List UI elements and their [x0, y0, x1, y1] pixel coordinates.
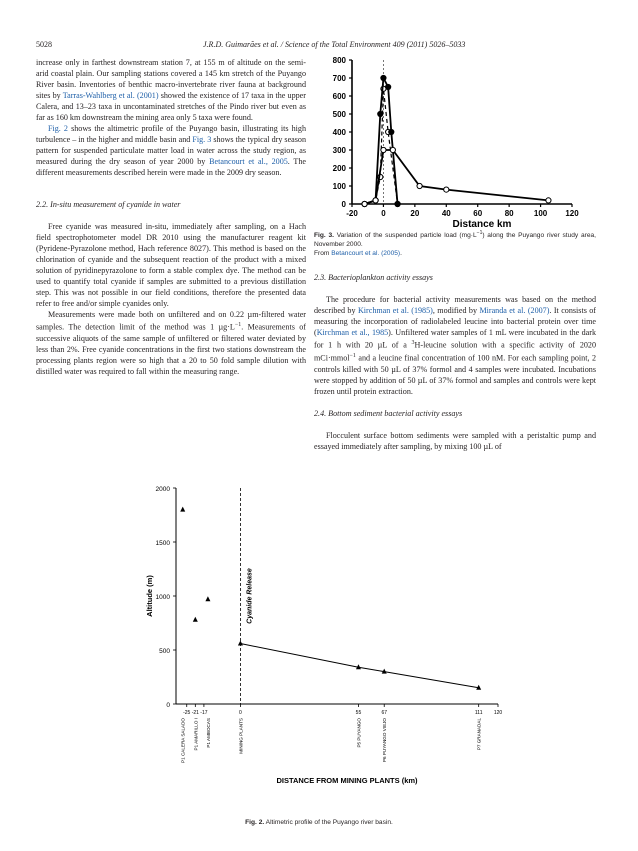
x-tick-label: 20: [410, 209, 420, 218]
station-label: P1 AMBOCAS: [205, 718, 211, 748]
caption-label: Fig. 3.: [314, 232, 334, 240]
text: ). Unfiltered water samples of 1 mL were incubated in the dark for 1 h with 20 µL of a: [314, 328, 596, 350]
text: Altimetric profile of the Puyango river basin.: [264, 819, 393, 826]
y-tick-label: 0: [166, 702, 170, 709]
reference-link[interactable]: Tarras-Wahlberg et al. (2001): [62, 91, 159, 101]
x-tick-label: 120: [493, 710, 503, 716]
text: shows the altimetric profile of the Puyango basin, illustrating its high turbulence – in the higher and middle basin and: [36, 124, 306, 145]
data-point: [389, 129, 394, 134]
x-tick-label: 60: [473, 209, 483, 218]
fig2-caption: [0, 818, 638, 827]
superscript: −1: [349, 352, 356, 359]
data-point: [362, 201, 367, 206]
data-point: [417, 183, 422, 188]
running-head: J.R.D. Guimarães et al. / Science of the Total Environment 409 (2011) 5026–5033: [203, 40, 466, 49]
x-tick-label: -25: [183, 710, 191, 716]
x-tick-label: 111: [474, 710, 483, 716]
text: . It consists of measuring the incorporation of radiolabeled leucine into bacterial protein over time (: [314, 306, 596, 338]
y-axis-title: Altitude (m): [145, 575, 154, 617]
x-axis-title: Distance km: [452, 219, 512, 227]
y-tick-label: 200: [332, 164, 346, 173]
superscript: −1: [476, 230, 483, 236]
section-heading: 2.3. Bacterioplankton activity essays: [314, 273, 433, 282]
x-axis-title: DISTANCE FROM MINING PLANTS (km): [276, 776, 418, 785]
data-point: [238, 641, 243, 646]
data-point: [386, 84, 391, 89]
reference-link[interactable]: Betancourt et al., 2005: [209, 157, 288, 167]
data-point: [205, 596, 210, 601]
paragraph: Free cyanide was measured in-situ, immediately after sampling, on a Hach field spectrophotometer model DR 2010 using the manufacturer reagent kit (Pyridene-Pyrazolone method, Hach reference 8027). This method is based on the chlorination of cyanide and the subsequent reaction of the product with a mixed solution of pyridinepyrazolone to form a stable complex dye. The method can be used to quantify total cyanide if samples are submitted to a previous distillation step. This was not possible in our field conditions, therefore the presented data refer to free and/or simple cyanides only.: [36, 221, 306, 308]
x-tick-label: 80: [504, 209, 514, 218]
y-tick-label: 500: [332, 110, 346, 119]
data-point: [444, 187, 449, 192]
fig2-chart: [138, 478, 538, 818]
x-tick-label: 120: [565, 209, 579, 218]
right-column: [314, 272, 596, 452]
station-label: P1 CALERA SALADO: [180, 718, 186, 763]
paragraph: [36, 309, 306, 377]
reference-link[interactable]: Kirchman et al., 1985: [316, 328, 389, 338]
fig3-chart: [314, 52, 584, 227]
superscript: 3: [411, 340, 415, 347]
text: Measurements were made both on unfiltered and on 0.22 µm-filtered water samples. The detection limit of the method was 1 µg·L: [36, 309, 306, 332]
y-tick-label: 0: [341, 200, 346, 209]
data-point: [373, 198, 378, 203]
paragraph: [314, 294, 596, 397]
reference-link[interactable]: Kirchman et al. (1985): [357, 306, 433, 316]
paragraph: [36, 57, 306, 123]
figure-link[interactable]: Fig. 3: [192, 135, 212, 145]
x-tick-label: 67: [381, 710, 388, 716]
station-label: P1 AMARILLO I: [193, 718, 199, 751]
x-tick-label: 0: [381, 209, 386, 218]
y-tick-label: 500: [159, 648, 170, 655]
x-tick-label: -21: [191, 710, 199, 716]
x-tick-label: 40: [441, 209, 451, 218]
y-tick-label: 700: [332, 74, 346, 83]
y-tick-label: 300: [332, 146, 346, 155]
data-point: [395, 201, 400, 206]
data-point: [546, 198, 551, 203]
station-label: P5 PUYANGO: [356, 718, 362, 748]
text: and a leucine final concentration of 100 nM. For each sampling point, 2 controls killed with 50 µL of 37% formol and 4 samples were incubated. Incubations were stopped by addition of 50 µL of 37% formol and samples and controls were kept frozen until protein extraction.: [314, 353, 596, 396]
text: . Measurements of successive aliquots of the same sample of unfiltered or filtered water deviated by less than 2%. Free cyanide concentrations in the first two stations downstream the processing plants region were so high that a 20 to 50 fold sample dilution with distilled water was required to fall within the measuring range.: [36, 322, 307, 376]
section-heading: 2.4. Bottom sediment bacterial activity essays: [314, 408, 463, 418]
reference-link[interactable]: Miranda et al. (2007): [479, 306, 550, 316]
text: ) along the Puyango river study area, November 2000.: [314, 232, 596, 249]
left-column: [36, 57, 306, 377]
x-tick-label: -20: [346, 209, 358, 218]
reference-link[interactable]: Betancourt et al. (2005): [331, 250, 401, 258]
station-label: P6 PUYANGO VIEJO: [382, 718, 388, 763]
text: H-leucine solution with a specific activity of 2020 mCi·mmol: [314, 340, 597, 363]
series-line: [365, 150, 549, 204]
figure-link[interactable]: Fig. 2: [48, 124, 68, 134]
x-tick-label: -17: [200, 710, 208, 716]
page-number: 5028: [36, 40, 52, 49]
data-point: [193, 617, 198, 622]
text: shows the typical dry season pattern for suspended particulate matter load in water across the study region, as measured during the dry season of year 2000 by: [36, 135, 306, 167]
y-tick-label: 400: [332, 128, 346, 137]
data-point: [381, 147, 386, 152]
fig3-caption: [314, 229, 596, 258]
text: The procedure for bacterial activity measurements was based on the method described by: [314, 295, 596, 316]
superscript: −1: [234, 321, 242, 328]
y-tick-label: 100: [332, 182, 346, 191]
cyanide-release-label: Cyanide Release: [246, 568, 254, 624]
text: increase only in farthest downstream station 7, at 155 m of altitude on the semi-arid coastal plain. Our sampling stations covered a 145 km stretch of the Puyango River basin. Inventories of benthic macro-invertebrate river fauna at background sites by: [36, 58, 306, 101]
y-tick-label: 1000: [155, 594, 170, 601]
station-label: MINING PLANTS: [238, 718, 244, 754]
section-heading: 2.2. In-situ measurement of cyanide in water: [36, 199, 181, 209]
data-point: [180, 507, 185, 512]
data-point: [378, 111, 383, 116]
series-line: [240, 644, 478, 688]
station-label: P7 GRANADAL: [476, 718, 482, 751]
text: Variation of the suspended particle load (mg·L: [333, 232, 477, 240]
y-tick-label: 800: [332, 56, 346, 65]
x-tick-label: 55: [355, 710, 362, 716]
data-point: [390, 147, 395, 152]
y-tick-label: 1500: [155, 540, 170, 547]
paragraph: Flocculent surface bottom sediments were sampled with a peristaltic pump and essayed immediately after sampling, by mixing 100 µL of: [314, 430, 596, 451]
text: . The different measurements described herein were made in the 2009 dry season.: [36, 157, 307, 178]
text: , modified by: [432, 306, 480, 316]
y-tick-label: 2000: [155, 486, 170, 493]
paragraph: [36, 123, 306, 178]
y-tick-label: 600: [332, 92, 346, 101]
x-tick-label: 100: [533, 209, 548, 218]
caption-label: Fig. 2.: [245, 819, 265, 826]
text: .: [400, 250, 402, 258]
data-point: [381, 75, 386, 80]
text: From: [314, 250, 332, 258]
text: showed the existence of 17 taxa in the upper Calera, and 13–23 taxa in uncontaminated stretches of the Pindo river but even as far as 160 km downstream the mining area only 5 taxa were found.: [36, 91, 306, 123]
x-tick-label: 0: [239, 710, 242, 716]
